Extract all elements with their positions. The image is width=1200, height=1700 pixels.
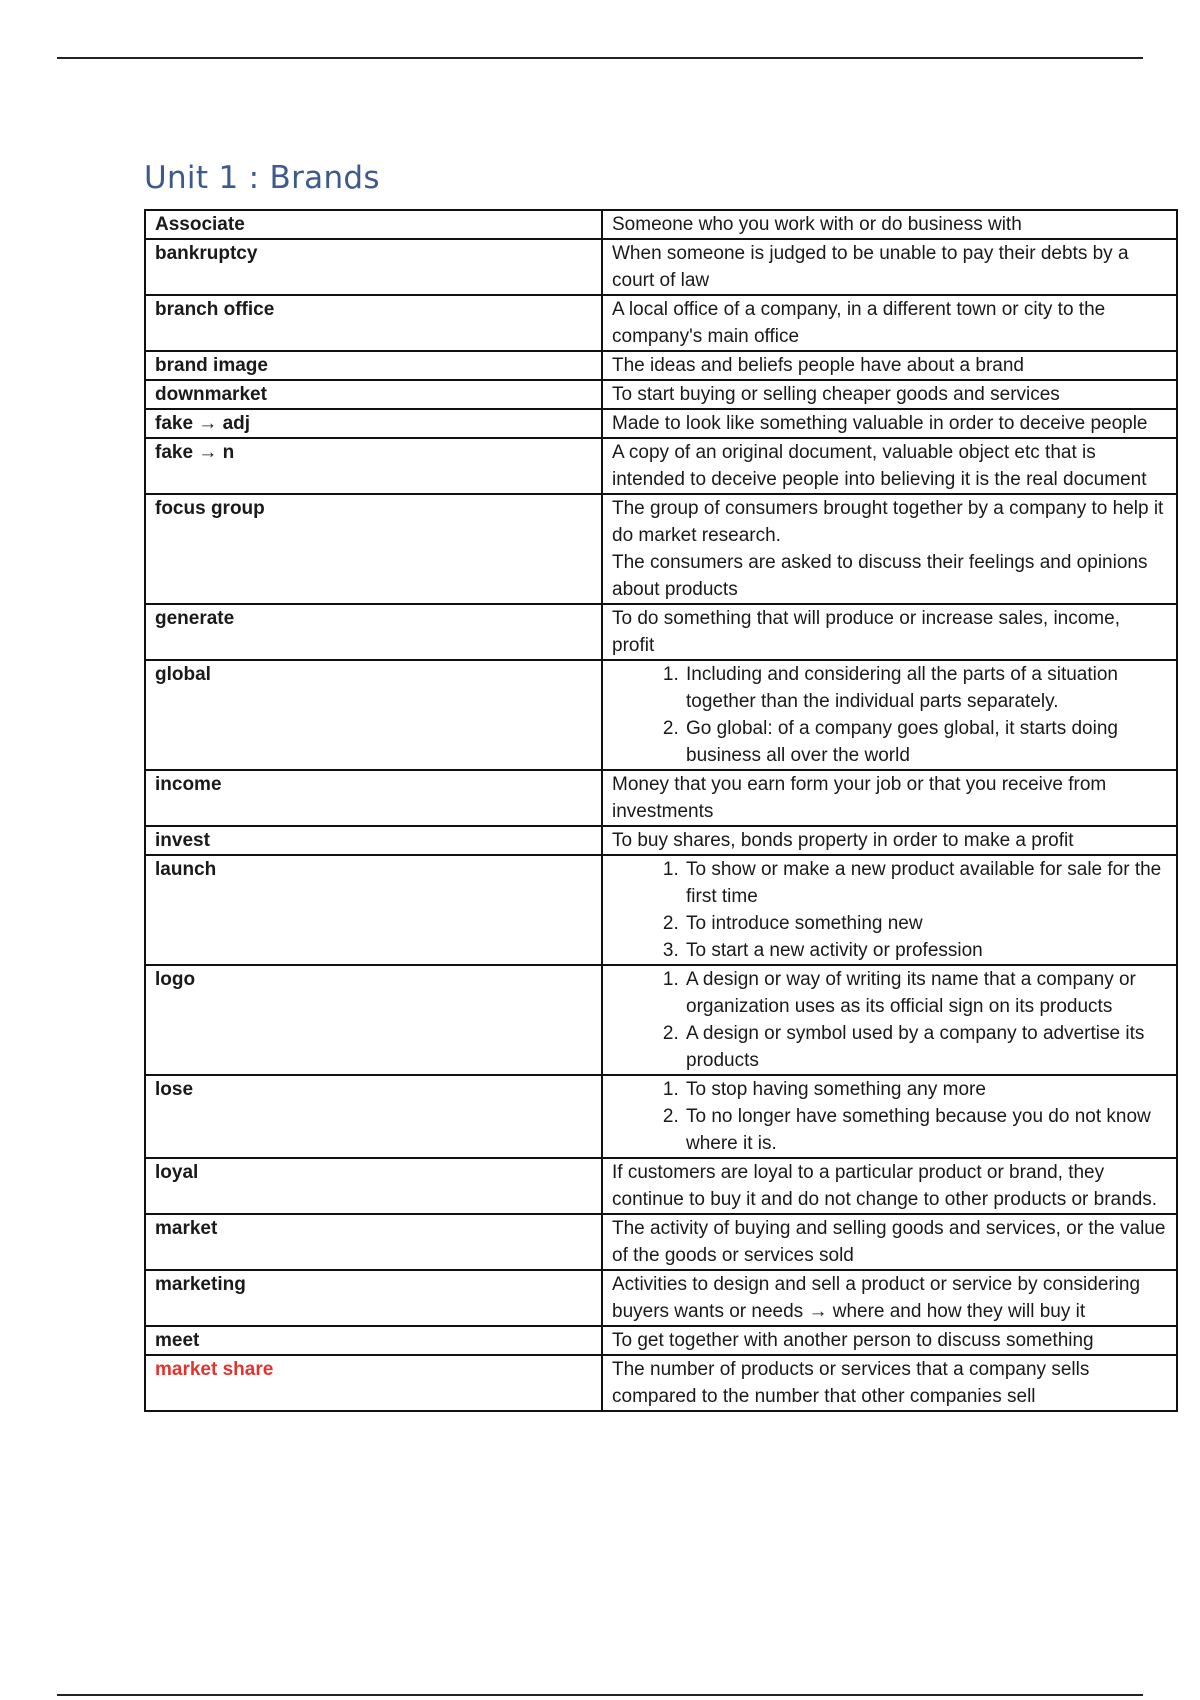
header-rule [57, 57, 1143, 59]
definition-text: A local office of a company, in a different town or city to the company's main office [612, 299, 1106, 347]
definition-cell [602, 660, 1177, 770]
definition-text: To do something that will produce or increase sales, income, profit [612, 608, 1120, 656]
definition-cell [602, 826, 1177, 855]
term-cell: Associate [145, 210, 602, 239]
definition-text: The activity of buying and selling goods and services, or the value of the goods or services sold [612, 1218, 1166, 1266]
definition-text: A copy of an original document, valuable object etc that is intended to deceive people into believing it is the real document [612, 442, 1147, 490]
definition-cell [602, 438, 1177, 494]
definition-cell [602, 494, 1177, 604]
definition-item: 1. Including and considering all the parts of a situation together than the individual parts separately. [684, 661, 1167, 715]
definition-text: The number of products or services that a company sells compared to the number that other companies sell [612, 1359, 1090, 1407]
definition-cell [602, 1326, 1177, 1355]
definition-item: 2. Go global: of a company goes global, it starts doing business all over the world [684, 715, 1167, 769]
definition-item: 2. A design or symbol used by a company to advertise its products [684, 1020, 1167, 1074]
footer-rule [57, 1694, 1143, 1696]
vocabulary-table-body [145, 210, 1177, 1411]
definition-text: Money that you earn form your job or that you receive from investments [612, 774, 1107, 822]
definition-text: To get together with another person to discuss something [612, 1330, 1094, 1351]
table-row [145, 1158, 1177, 1214]
definition-cell [602, 965, 1177, 1075]
table-row [145, 965, 1177, 1075]
term-cell: lose [145, 1075, 602, 1158]
table-row [145, 770, 1177, 826]
definition-list [612, 661, 1167, 769]
term-cell: focus group [145, 494, 602, 604]
definition-cell [602, 770, 1177, 826]
definition-cell [602, 1270, 1177, 1326]
table-row [145, 295, 1177, 351]
table-row [145, 239, 1177, 295]
table-row [145, 438, 1177, 494]
definition-item: 1. A design or way of writing its name that a company or organization uses as its official sign on its products [684, 966, 1167, 1020]
table-row [145, 1075, 1177, 1158]
term-cell: marketing [145, 1270, 602, 1326]
term-cell: market share [145, 1355, 602, 1411]
term-cell: logo [145, 965, 602, 1075]
term-cell: loyal [145, 1158, 602, 1214]
term-cell: income [145, 770, 602, 826]
definition-cell [602, 210, 1177, 239]
table-row [145, 826, 1177, 855]
table-row [145, 210, 1177, 239]
term-cell: branch office [145, 295, 602, 351]
term-cell: fake → n [145, 438, 602, 494]
definition-item: 2. To no longer have something because you do not know where it is. [684, 1103, 1167, 1157]
definition-cell [602, 380, 1177, 409]
table-row [145, 1355, 1177, 1411]
table-row [145, 1214, 1177, 1270]
definition-list [612, 1076, 1167, 1157]
definition-text: The ideas and beliefs people have about a brand [612, 355, 1024, 376]
table-row [145, 494, 1177, 604]
definition-item: 2. To introduce something new [684, 910, 1167, 937]
table-row [145, 409, 1177, 438]
definition-text: When someone is judged to be unable to pay their debts by a court of law [612, 243, 1129, 291]
term-cell: invest [145, 826, 602, 855]
definition-text: To buy shares, bonds property in order to make a profit [612, 830, 1074, 851]
page-title: Unit 1 : Brands [144, 160, 380, 196]
definition-text: If customers are loyal to a particular product or brand, they continue to buy it and do not change to other products or brands. [612, 1162, 1158, 1210]
term-cell: meet [145, 1326, 602, 1355]
definition-item: 3. To start a new activity or profession [684, 937, 1167, 964]
table-row [145, 351, 1177, 380]
term-cell: downmarket [145, 380, 602, 409]
vocabulary-table [144, 209, 1178, 1412]
definition-cell [602, 295, 1177, 351]
term-cell: market [145, 1214, 602, 1270]
table-row [145, 1270, 1177, 1326]
definition-list [612, 966, 1167, 1074]
definition-text: Someone who you work with or do business with [612, 214, 1022, 235]
term-cell: bankruptcy [145, 239, 602, 295]
definition-text: The consumers are asked to discuss their feelings and opinions about products [612, 552, 1148, 600]
term-cell: brand image [145, 351, 602, 380]
table-row [145, 855, 1177, 965]
table-row [145, 660, 1177, 770]
term-cell: launch [145, 855, 602, 965]
definition-item: 1. To show or make a new product available for sale for the first time [684, 856, 1167, 910]
term-cell: global [145, 660, 602, 770]
definition-cell [602, 1355, 1177, 1411]
definition-text: The group of consumers brought together by a company to help it do market research. [612, 498, 1164, 546]
definition-item: 1. To stop having something any more [684, 1076, 1167, 1103]
definition-cell [602, 1158, 1177, 1214]
term-cell: generate [145, 604, 602, 660]
definition-cell [602, 604, 1177, 660]
definition-cell [602, 351, 1177, 380]
table-row [145, 604, 1177, 660]
definition-cell [602, 1075, 1177, 1158]
definition-text: Made to look like something valuable in order to deceive people [612, 413, 1148, 434]
definition-text: Activities to design and sell a product or service by considering buyers wants or needs → where and how they will buy it [612, 1274, 1141, 1322]
definition-list [612, 856, 1167, 964]
definition-cell [602, 1214, 1177, 1270]
definition-cell [602, 409, 1177, 438]
definition-cell [602, 855, 1177, 965]
table-row [145, 1326, 1177, 1355]
definition-cell [602, 239, 1177, 295]
table-row [145, 380, 1177, 409]
definition-text: To start buying or selling cheaper goods and services [612, 384, 1060, 405]
term-cell: fake → adj [145, 409, 602, 438]
